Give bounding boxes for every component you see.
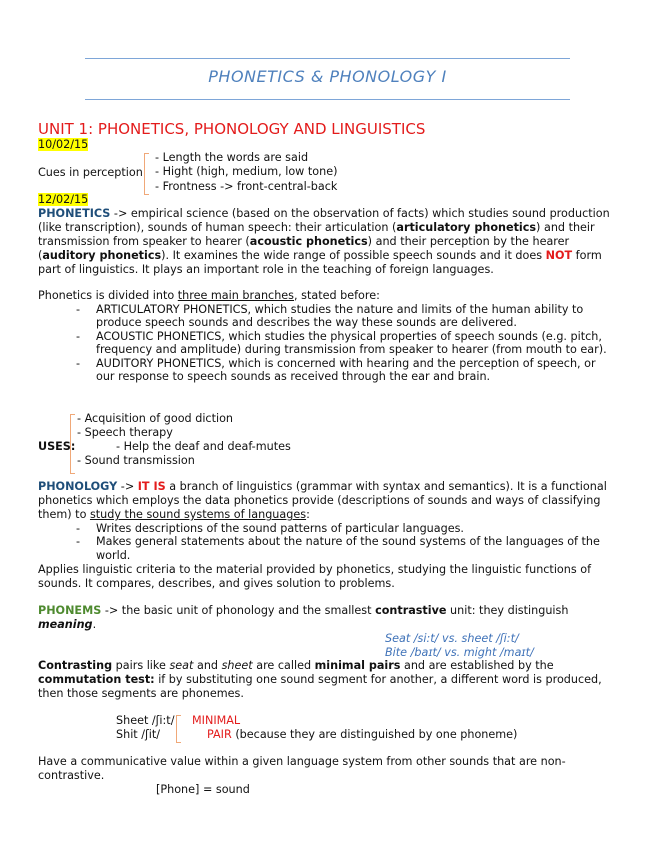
phonology-term: PHONOLOGY — [38, 480, 118, 493]
list-item: - Frontness -> front-central-back — [155, 179, 338, 193]
phonetics-definition: PHONETICS -> empirical science (based on the observation of facts) which studies sound production (like transcription), sounds of human speech: their articulation (articulatory phonetics) and their transmission from speaker to hearer (acoustic phonetics) and their perception by the hearer (auditory phonetics). It examines the wide range of possible speech sounds and it does NOT form part of linguistics. It plays an important role in the teaching of foreign languages. — [38, 207, 610, 277]
cues-label: Cues in perception — [38, 166, 143, 179]
uses-item: - Sound transmission — [77, 454, 195, 467]
header-rule-bottom — [85, 99, 570, 100]
header-rule-top — [85, 58, 570, 59]
communicative-value: Have a communicative value within a given language system from other sounds that are non-contrastive. — [38, 755, 566, 783]
list-item: - Writes descriptions of the sound patterns of particular languages. — [76, 522, 616, 535]
phonems-term: PHONEMS — [38, 604, 102, 617]
list-item: - ACOUSTIC PHONETICS, which studies the physical properties of speech sounds (e.g. pitch, frequency and amplitude) during transmission from speaker to hearer (from mouth to ear). — [76, 330, 616, 357]
pair-word-2: Shit /ʃit/ — [116, 728, 161, 741]
phonetics-branches — [76, 303, 616, 383]
pair-label: PAIR — [207, 728, 232, 741]
example-pair-2: Bite /baɪt/ vs. might /maɪt/ — [385, 646, 534, 659]
pair-line: PAIR (because they are distinguished by one phoneme) — [207, 728, 518, 741]
pair-bracket — [176, 715, 181, 743]
uses-label: USES: — [38, 440, 76, 453]
minimal-label: MINIMAL — [192, 714, 241, 727]
phone-definition: [Phone] = sound — [156, 783, 250, 796]
pair-word-1: Sheet /ʃi:t/ — [116, 714, 175, 727]
list-item: - Makes general statements about the nature of the sound systems of the languages of the world. — [76, 535, 616, 562]
cues-list — [155, 151, 337, 194]
date-1: 10/02/15 — [38, 138, 89, 151]
phonology-applies: Applies linguistic criteria to the material provided by phonetics, studying the linguistic functions of sounds. It compares, describes, and gives solution to problems. — [38, 563, 592, 591]
uses-item: - Speech therapy — [77, 426, 173, 439]
example-pair-1: Seat /si:t/ vs. sheet /ʃi:t/ — [385, 632, 519, 645]
phonems-definition: PHONEMS -> the basic unit of phonology and the smallest contrastive unit: they distinguish meaning. — [38, 604, 569, 632]
list-item: - Length the words are said — [155, 151, 309, 164]
list-item: - AUDITORY PHONETICS, which is concerned with hearing and the perception of speech, or our response to speech sounds as received through the ear and brain. — [76, 357, 616, 384]
contrasting-paragraph: Contrasting pairs like seat and sheet are called minimal pairs and are established by the commutation test: if by substituting one sound segment for another, a different word is produced, then those segments are phonemes. — [38, 659, 602, 701]
list-item: - ARTICULATORY PHONETICS, which studies the nature and limits of the human ability to produce speech sounds and describes the way these sounds are delivered. — [76, 303, 616, 330]
unit-title: UNIT 1: PHONETICS, PHONOLOGY AND LINGUISTICS — [38, 120, 426, 138]
phonology-bullets — [76, 522, 616, 562]
phonology-definition: PHONOLOGY -> IT IS a branch of linguistics (grammar with syntax and semantics). It is a functional phonetics which employs the data phonetics provide (descriptions of sounds and ways of classifying them) to study the sound systems of languages: — [38, 480, 607, 522]
date-2: 12/02/15 — [38, 193, 89, 206]
list-item: - Hight (high, medium, low tone) — [155, 165, 338, 179]
it-is-emphasis: IT IS — [137, 480, 166, 493]
uses-item: - Help the deaf and deaf-mutes — [116, 440, 291, 453]
phonetics-divided: Phonetics is divided into three main branches, stated before: — [38, 289, 380, 302]
document-title: PHONETICS & PHONOLOGY I — [208, 67, 447, 86]
cues-bracket — [144, 153, 149, 195]
phonetics-term: PHONETICS — [38, 207, 111, 220]
uses-item: - Acquisition of good diction — [77, 412, 234, 425]
not-emphasis: NOT — [545, 249, 573, 263]
